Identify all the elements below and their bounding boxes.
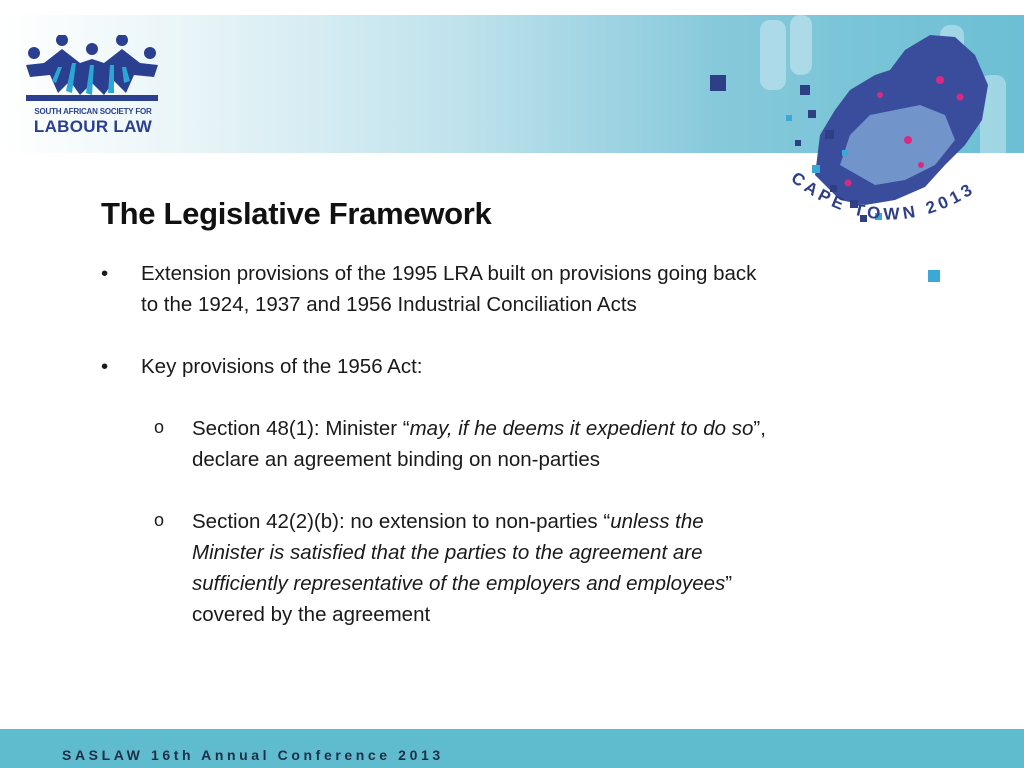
- bullet-text: Key provisions of the 1956 Act:: [141, 355, 423, 378]
- sub-bullet-text: covered by the agreement: [192, 603, 431, 626]
- sub-bullet-section-48: [101, 413, 881, 475]
- quoted-text: unless the: [610, 510, 704, 533]
- cape-town-2013-badge: [780, 150, 1010, 260]
- sub-bullet-text: declare an agreement binding on non-parties: [192, 448, 600, 471]
- sub-bullet-text: Section 42(2)(b): no extension to non-parties “unless the: [192, 510, 704, 533]
- quoted-text: Minister is satisfied that the parties to the agreement are: [192, 541, 703, 564]
- bullet-key-provisions: [101, 351, 881, 382]
- bullet-text: to the 1924, 1937 and 1956 Industrial Conciliation Acts: [141, 293, 637, 316]
- sub-bullet-text: sufficiently representative of the employers and employees”: [192, 572, 733, 595]
- footer-conference-text: SASLAW 16th Annual Conference 2013: [62, 747, 444, 763]
- sub-bullet-section-42: [101, 506, 881, 630]
- logo-society-text: SOUTH AFRICAN SOCIETY FOR: [34, 107, 152, 116]
- bullet-text: Extension provisions of the 1995 LRA built on provisions going back: [141, 262, 757, 285]
- slide-title: The Legislative Framework: [101, 196, 492, 231]
- bullet-marker: •: [101, 262, 109, 285]
- figures-emblem-icon: [22, 35, 162, 107]
- saslaw-logo: [22, 35, 162, 145]
- bullet-extension-provisions: [101, 258, 881, 320]
- cape-town-text: CAPE TOWN 2013: [787, 168, 979, 224]
- slide-content: [101, 258, 881, 630]
- quoted-text: may, if he deems it expedient to do so: [409, 417, 754, 440]
- bullet-marker: •: [101, 355, 109, 378]
- svg-text:CAPE TOWN 2013: [788, 168, 979, 224]
- sub-bullet-marker: o: [154, 417, 165, 437]
- sub-bullet-marker: o: [154, 510, 165, 530]
- logo-labour-law-text: LABOUR LAW: [33, 117, 153, 136]
- quoted-text: sufficiently representative of the employers and employees: [192, 572, 726, 595]
- sub-bullet-text: Section 48(1): Minister “may, if he deems it expedient to do so”,: [192, 417, 766, 440]
